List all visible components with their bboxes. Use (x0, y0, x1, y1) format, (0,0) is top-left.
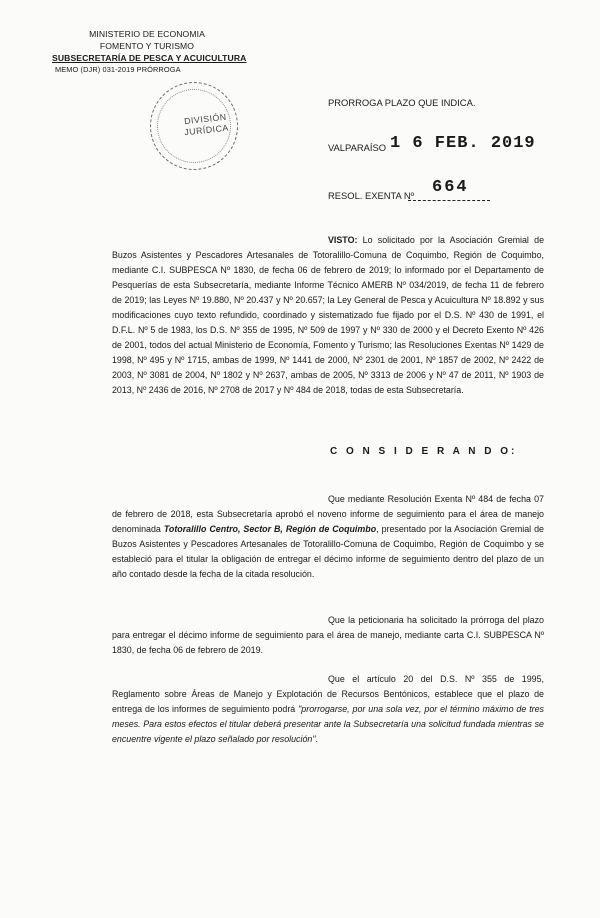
considerando-paragraph-3 (112, 672, 544, 747)
considerando-heading: C O N S I D E R A N D O: (330, 446, 518, 457)
letterhead (52, 28, 247, 76)
p1-text-b: , presentado por la Asociación Gremial de Buzos Asistentes y Pescadores Artesanales de Totoralillo-Comuna de Coquimbo, Región de Coquimbo y se estableció para el titular la obligación de entregar el décimo informe de seguimiento dentro del plazo de un año contado desde la fecha de la citada resolución. (112, 524, 544, 579)
p3-text-b: . (315, 734, 318, 744)
visto-label: VISTO: (328, 235, 358, 245)
visto-paragraph (112, 233, 544, 398)
ministry-subtitle: FOMENTO Y TURISMO (99, 41, 195, 51)
undersecretariat-name: SUBSECRETARÍA DE PESCA Y ACUICULTURA (52, 53, 247, 63)
visto-text: Lo solicitado por la Asociación Gremial de Buzos Asistentes y Pescadores Artesanales de Totoralillo-Comuna de Coquimbo, Región de Coquimbo, mediante C.I. SUBPESCA Nº 1830, de fecha 06 de febrero de 2019; lo informado por el Departamento de Pesquerías de esta Subsecretaría, mediante Informe Técnico AMERB Nº 034/2019, de fecha 11 de febrero de 2019; las Leyes Nº 19.880, Nº 20.437 y Nº 20.657; la Ley General de Pesca y Acuicultura Nº 18.892 y sus modificaciones cuyo texto refundido, coordinado y sistematizado fue fijado por el D.S. Nº 430 de 1991, el D.F.L. Nº 5 de 1983, los D.S. Nº 355 de 1995, Nº 509 de 1997 y Nº 330 de 2000 y el Decreto Exento Nº 426 de 2001, todos del actual Ministerio de Economía, Fomento y Turismo; las Resoluciones Exentas Nº 1429 de 1998, Nº 495 y Nº 1715, ambas de 1999, Nº 1441 de 2000, Nº 2301 de 2001, Nº 1857 de 2002, Nº 2422 de 2003, Nº 3081 de 2004, Nº 1802 y Nº 2637, ambas de 2005, Nº 3313 de 2006 y Nº 47 de 2011, Nº 1903 de 2013, Nº 2436 de 2016, Nº 2708 de 2017 y Nº 484 de 2018, todas de esta Subsecretaría. (112, 235, 544, 395)
p3-text-a: Que el artículo 20 del D.S. Nº 355 de 1995, Reglamento sobre Áreas de Manejo y Explotación de Recursos Bentónicos, establece que el plazo de entrega de los informes de seguimiento podrá (112, 674, 544, 714)
considerando-paragraph-2: Que la peticionaria ha solicitado la prórroga del plazo para entregar el décimo informe de seguimiento para el área de manejo, mediante carta C.I. SUBPESCA Nº 1830, de fecha 06 de febrero de 2019. (112, 615, 544, 655)
resolution-label: RESOL. EXENTA Nº (328, 190, 415, 201)
memo-reference: MEMO (DJR) 031-2019 PRÓRROGA (55, 65, 181, 74)
stamp-line-1: DIVISIÓN (183, 111, 228, 127)
p1-text-a: Que mediante Resolución Exenta Nº 484 de fecha 07 de febrero de 2018, esta Subsecretaría aprobó el noveno informe de seguimiento para el área de manejo denominada (112, 494, 544, 534)
issue-city: VALPARAÍSO (328, 142, 387, 153)
stamp-line-2: JURÍDICA (183, 122, 230, 138)
ministry-name: MINISTERIO DE ECONOMIA (89, 29, 205, 39)
p1-area-name: Totoralillo Centro, Sector B, Región de Coquimbo (163, 524, 377, 534)
resolution-number-line (408, 200, 490, 201)
issue-date-stamp: 1 6 FEB. 2019 (390, 134, 536, 153)
considerando-paragraph-1 (112, 492, 544, 582)
resolution-topic: PRORROGA PLAZO QUE INDICA. (328, 97, 476, 108)
resolution-number: 664 (432, 178, 469, 197)
p3-quote: "prorrogarse, por una sola vez, por el término máximo de tres meses. Para estos efectos el titular deberá presentar ante la Subsecretaría una solicitud fundada mientras se encuentre vigente el plazo señalado por resolución" (112, 704, 544, 744)
